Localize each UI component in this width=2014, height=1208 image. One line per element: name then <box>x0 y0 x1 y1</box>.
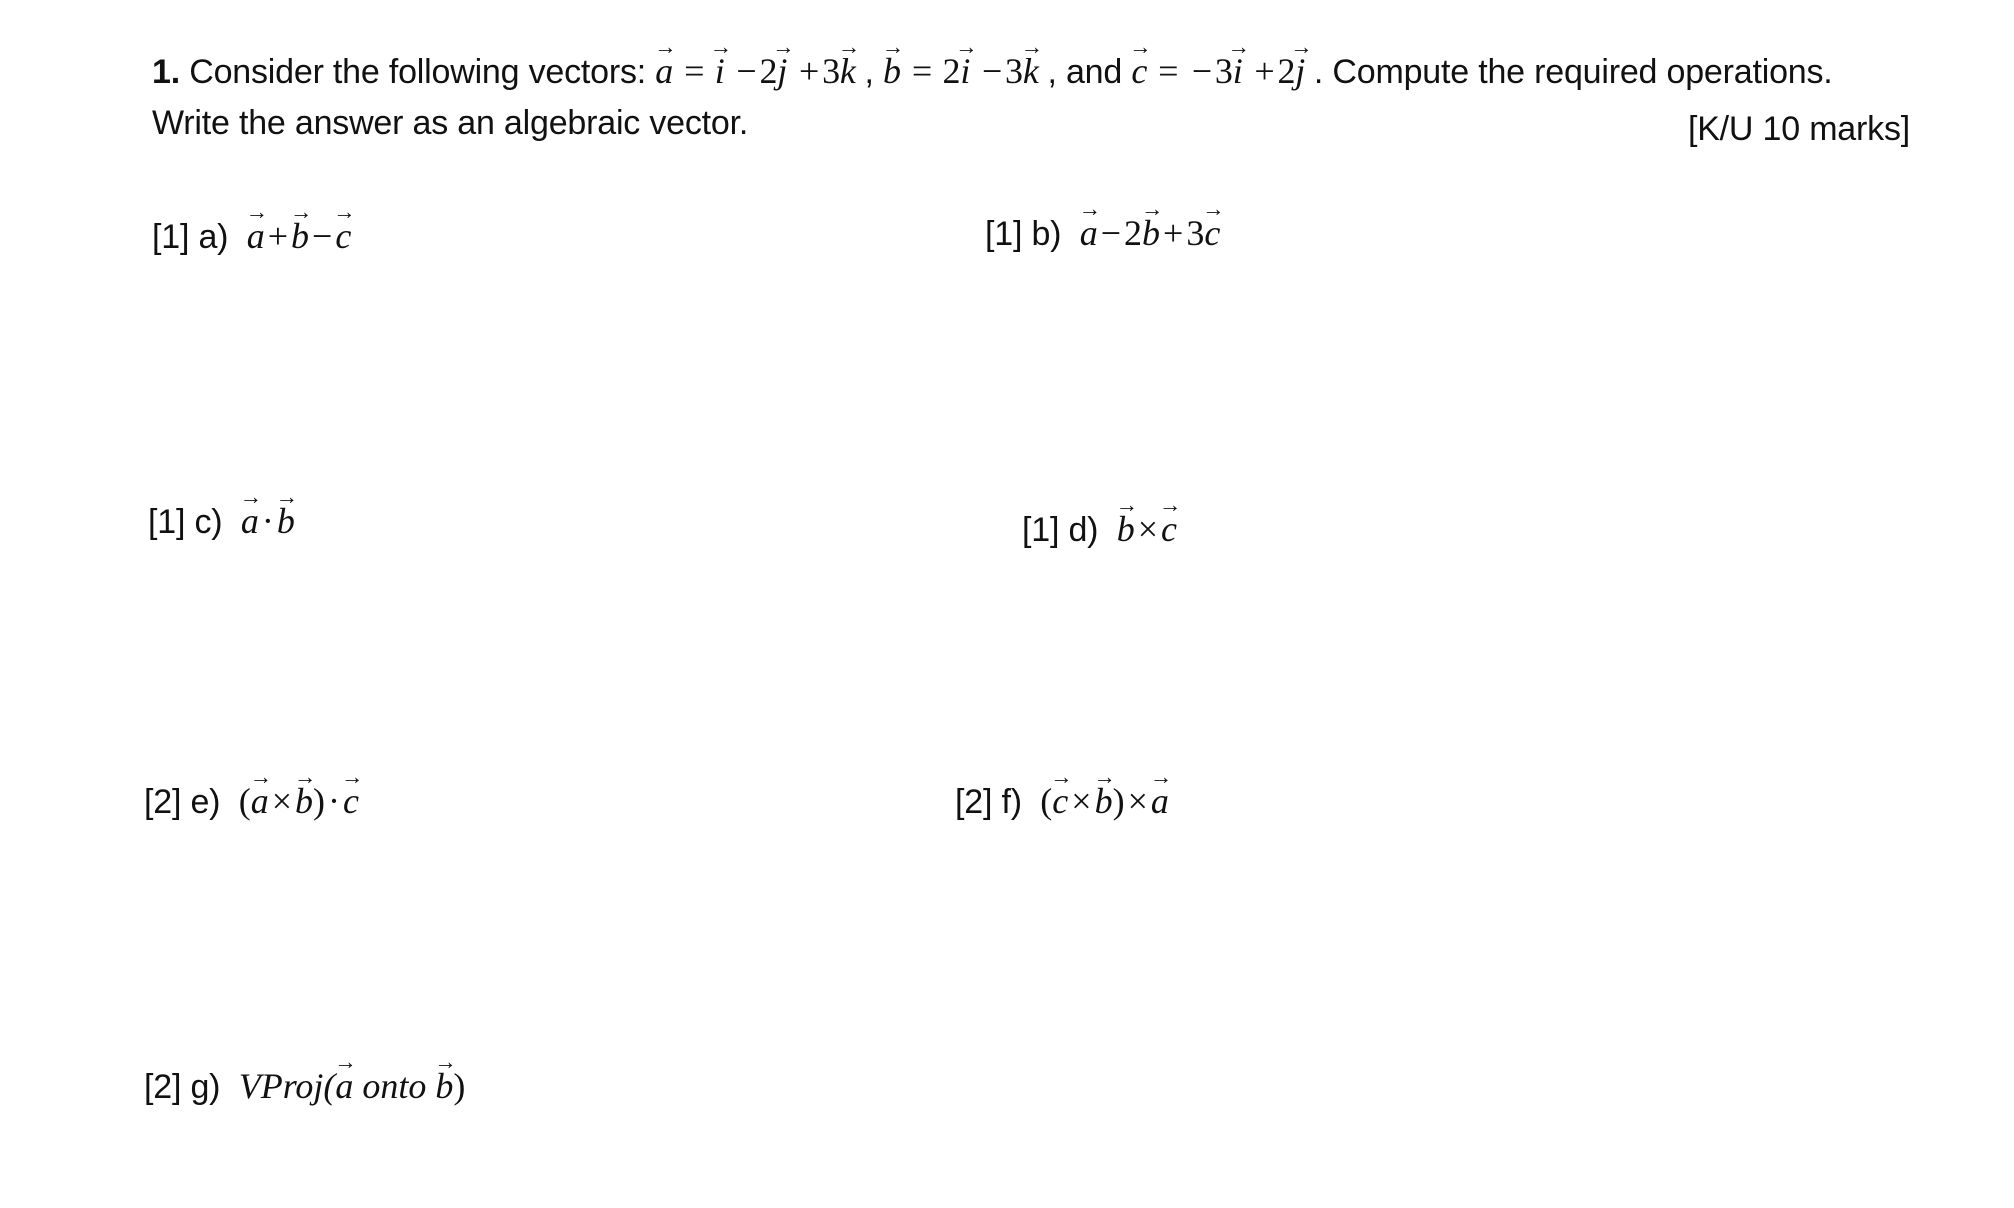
onto-word: onto <box>362 1066 427 1106</box>
question-statement: 1. Consider the following vectors: a → = i → −2j → +3k → , b → = 2i → −3k → , and c → = −3i → +2j → . Compute the required operations. <box>152 50 1833 92</box>
part-d-label: [1] d) <box>1022 511 1099 549</box>
question-line-2: Write the answer as an algebraic vector. <box>152 104 749 142</box>
part-e-label: [2] e) <box>144 783 221 821</box>
part-c-expression: a →·b → <box>241 501 295 541</box>
part-d-expression: b →×c → <box>1117 509 1177 549</box>
marks-label: [K/U 10 marks] <box>1687 110 1910 148</box>
part-d <box>1022 508 1177 550</box>
part-e <box>144 780 359 822</box>
part-f <box>955 780 1169 822</box>
part-a <box>152 215 351 257</box>
vproj-prefix: VProj( <box>238 1066 336 1106</box>
part-c <box>148 500 295 542</box>
vector-a-definition: a → = i → −2j → +3k → <box>655 51 864 91</box>
question-intro: Consider the following vectors: <box>189 53 647 91</box>
part-f-label: [2] f) <box>955 783 1022 821</box>
vector-c-definition: c → = −3i → +2j → <box>1131 51 1314 91</box>
part-f-expression: (c →×b →)×a → <box>1040 781 1169 821</box>
part-b-label: [1] b) <box>985 215 1062 253</box>
question-instruction: . Compute the required operations. <box>1313 53 1833 91</box>
part-a-label: [1] a) <box>152 218 229 256</box>
part-g-expression: VProj(a → onto b →) <box>239 1066 466 1106</box>
part-b <box>985 212 1220 254</box>
part-g <box>144 1065 465 1107</box>
part-a-expression: a →+b →−c → <box>247 216 352 256</box>
part-e-expression: (a →×b →)·c → <box>239 781 359 821</box>
question-number: 1. <box>152 53 180 91</box>
and-connector: , and <box>1047 53 1123 91</box>
part-b-expression: a →−2b →+3c → <box>1080 213 1221 253</box>
part-c-label: [1] c) <box>148 503 223 541</box>
vector-b-definition: b → = 2i → −3k → <box>883 51 1047 91</box>
part-g-label: [2] g) <box>144 1068 221 1106</box>
